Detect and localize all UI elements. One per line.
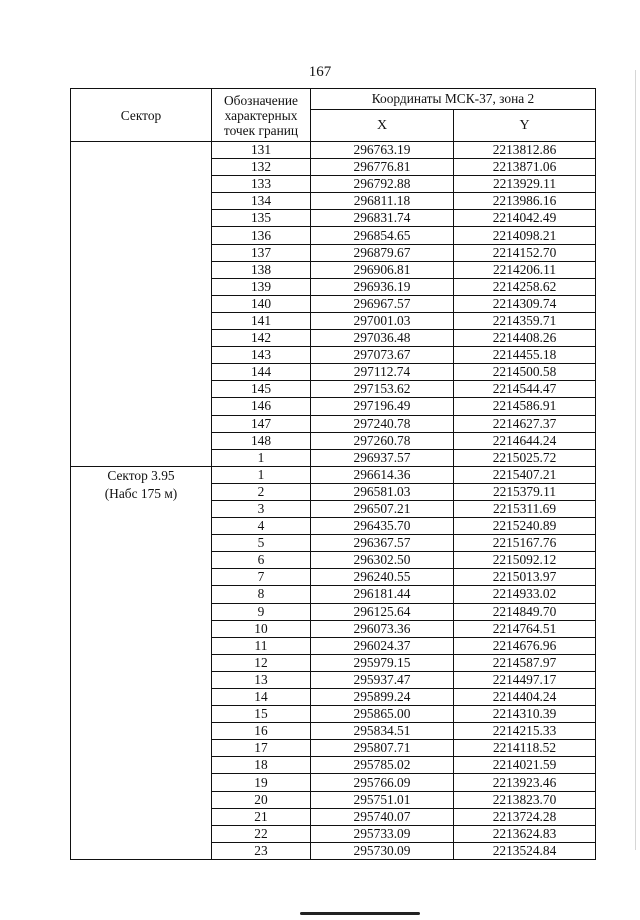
x-cell: 297036.48 [311, 330, 454, 347]
scan-page-edge [635, 70, 636, 850]
x-cell: 295865.00 [311, 706, 454, 723]
table-body [71, 142, 596, 860]
point-cell: 10 [212, 620, 311, 637]
y-cell: 2213923.46 [454, 774, 596, 791]
point-cell: 8 [212, 586, 311, 603]
x-cell: 297073.67 [311, 347, 454, 364]
point-cell: 1 [212, 449, 311, 466]
point-cell: 134 [212, 193, 311, 210]
point-cell: 145 [212, 381, 311, 398]
y-cell: 2214215.33 [454, 723, 596, 740]
y-cell: 2214098.21 [454, 227, 596, 244]
header-coordinates: Координаты МСК-37, зона 2 [311, 89, 596, 110]
x-cell: 295937.47 [311, 671, 454, 688]
header-point-line3: точек границ [223, 122, 299, 138]
x-cell: 296367.57 [311, 535, 454, 552]
point-cell: 2 [212, 483, 311, 500]
point-cell: 7 [212, 569, 311, 586]
point-cell: 22 [212, 825, 311, 842]
x-cell: 295785.02 [311, 757, 454, 774]
header-point-designation [212, 89, 311, 142]
point-cell: 144 [212, 364, 311, 381]
point-cell: 6 [212, 552, 311, 569]
point-cell: 5 [212, 535, 311, 552]
point-cell: 16 [212, 723, 311, 740]
x-cell: 297260.78 [311, 432, 454, 449]
header-sector: Сектор [71, 89, 212, 142]
y-cell: 2214676.96 [454, 637, 596, 654]
x-cell: 296937.57 [311, 449, 454, 466]
y-cell: 2214933.02 [454, 586, 596, 603]
point-cell: 133 [212, 176, 311, 193]
x-cell: 296854.65 [311, 227, 454, 244]
point-cell: 17 [212, 740, 311, 757]
y-cell: 2213524.84 [454, 842, 596, 859]
page-number: 167 [308, 64, 332, 80]
x-cell: 296302.50 [311, 552, 454, 569]
y-cell: 2214408.26 [454, 330, 596, 347]
x-cell: 296125.64 [311, 603, 454, 620]
x-cell: 296967.57 [311, 295, 454, 312]
x-cell: 295733.09 [311, 825, 454, 842]
point-cell: 20 [212, 791, 311, 808]
x-cell: 296240.55 [311, 569, 454, 586]
x-cell: 297240.78 [311, 415, 454, 432]
y-cell: 2214497.17 [454, 671, 596, 688]
x-cell: 296435.70 [311, 518, 454, 535]
x-cell: 296906.81 [311, 261, 454, 278]
point-cell: 147 [212, 415, 311, 432]
x-cell: 295899.24 [311, 689, 454, 706]
x-cell: 296936.19 [311, 278, 454, 295]
point-cell: 132 [212, 159, 311, 176]
y-cell: 2214258.62 [454, 278, 596, 295]
point-cell: 1 [212, 466, 311, 483]
point-cell: 143 [212, 347, 311, 364]
y-cell: 2213871.06 [454, 159, 596, 176]
x-cell: 295751.01 [311, 791, 454, 808]
x-cell: 295730.09 [311, 842, 454, 859]
point-cell: 14 [212, 689, 311, 706]
y-cell: 2214206.11 [454, 261, 596, 278]
x-cell: 296614.36 [311, 466, 454, 483]
point-cell: 23 [212, 842, 311, 859]
point-cell: 146 [212, 398, 311, 415]
y-cell: 2215092.12 [454, 552, 596, 569]
x-cell: 295807.71 [311, 740, 454, 757]
x-cell: 296776.81 [311, 159, 454, 176]
point-cell: 9 [212, 603, 311, 620]
point-cell: 135 [212, 210, 311, 227]
x-cell: 297196.49 [311, 398, 454, 415]
y-cell: 2214359.71 [454, 312, 596, 329]
y-cell: 2213812.86 [454, 142, 596, 159]
y-cell: 2214021.59 [454, 757, 596, 774]
header-point-line2: характерных [224, 107, 298, 123]
point-cell: 15 [212, 706, 311, 723]
y-cell: 2214544.47 [454, 381, 596, 398]
y-cell: 2214118.52 [454, 740, 596, 757]
point-cell: 19 [212, 774, 311, 791]
scan-edge-mark [300, 912, 420, 915]
y-cell: 2214042.49 [454, 210, 596, 227]
x-cell: 296831.74 [311, 210, 454, 227]
point-cell: 141 [212, 312, 311, 329]
x-cell: 296581.03 [311, 483, 454, 500]
header-point-line1: Обозначение [224, 92, 298, 108]
y-cell: 2215025.72 [454, 449, 596, 466]
y-cell: 2215311.69 [454, 500, 596, 517]
y-cell: 2214627.37 [454, 415, 596, 432]
point-cell: 148 [212, 432, 311, 449]
y-cell: 2215379.11 [454, 483, 596, 500]
y-cell: 2214849.70 [454, 603, 596, 620]
y-cell: 2215013.97 [454, 569, 596, 586]
point-cell: 13 [212, 671, 311, 688]
point-cell: 21 [212, 808, 311, 825]
x-cell: 296073.36 [311, 620, 454, 637]
x-cell: 295834.51 [311, 723, 454, 740]
y-cell: 2214500.58 [454, 364, 596, 381]
y-cell: 2214455.18 [454, 347, 596, 364]
x-cell: 295766.09 [311, 774, 454, 791]
x-cell: 296507.21 [311, 500, 454, 517]
y-cell: 2215240.89 [454, 518, 596, 535]
coordinates-table [70, 88, 596, 860]
y-cell: 2214586.91 [454, 398, 596, 415]
point-cell: 18 [212, 757, 311, 774]
x-cell: 295740.07 [311, 808, 454, 825]
y-cell: 2214587.97 [454, 654, 596, 671]
table-row [71, 466, 596, 483]
point-cell: 131 [212, 142, 311, 159]
x-cell: 296792.88 [311, 176, 454, 193]
x-cell: 296181.44 [311, 586, 454, 603]
x-cell: 297001.03 [311, 312, 454, 329]
sector-cell [71, 142, 212, 467]
x-cell: 295979.15 [311, 654, 454, 671]
y-cell: 2214309.74 [454, 295, 596, 312]
y-cell: 2213929.11 [454, 176, 596, 193]
sector-cell [71, 466, 212, 859]
header-x: X [311, 109, 454, 141]
y-cell: 2213823.70 [454, 791, 596, 808]
point-cell: 142 [212, 330, 311, 347]
table-row [71, 142, 596, 159]
point-cell: 140 [212, 295, 311, 312]
y-cell: 2215407.21 [454, 466, 596, 483]
point-cell: 138 [212, 261, 311, 278]
x-cell: 296763.19 [311, 142, 454, 159]
point-cell: 11 [212, 637, 311, 654]
x-cell: 296811.18 [311, 193, 454, 210]
y-cell: 2214764.51 [454, 620, 596, 637]
y-cell: 2214310.39 [454, 706, 596, 723]
y-cell: 2214152.70 [454, 244, 596, 261]
table-header [71, 89, 596, 142]
point-cell: 3 [212, 500, 311, 517]
x-cell: 297112.74 [311, 364, 454, 381]
y-cell: 2213724.28 [454, 808, 596, 825]
x-cell: 297153.62 [311, 381, 454, 398]
point-cell: 136 [212, 227, 311, 244]
sector-name: Сектор 3.95 [107, 467, 175, 483]
y-cell: 2213624.83 [454, 825, 596, 842]
y-cell: 2214404.24 [454, 689, 596, 706]
y-cell: 2213986.16 [454, 193, 596, 210]
y-cell: 2215167.76 [454, 535, 596, 552]
point-cell: 139 [212, 278, 311, 295]
sector-height: (Набс 175 м) [104, 485, 178, 501]
point-cell: 12 [212, 654, 311, 671]
header-y: Y [454, 109, 596, 141]
x-cell: 296879.67 [311, 244, 454, 261]
x-cell: 296024.37 [311, 637, 454, 654]
point-cell: 4 [212, 518, 311, 535]
y-cell: 2214644.24 [454, 432, 596, 449]
point-cell: 137 [212, 244, 311, 261]
